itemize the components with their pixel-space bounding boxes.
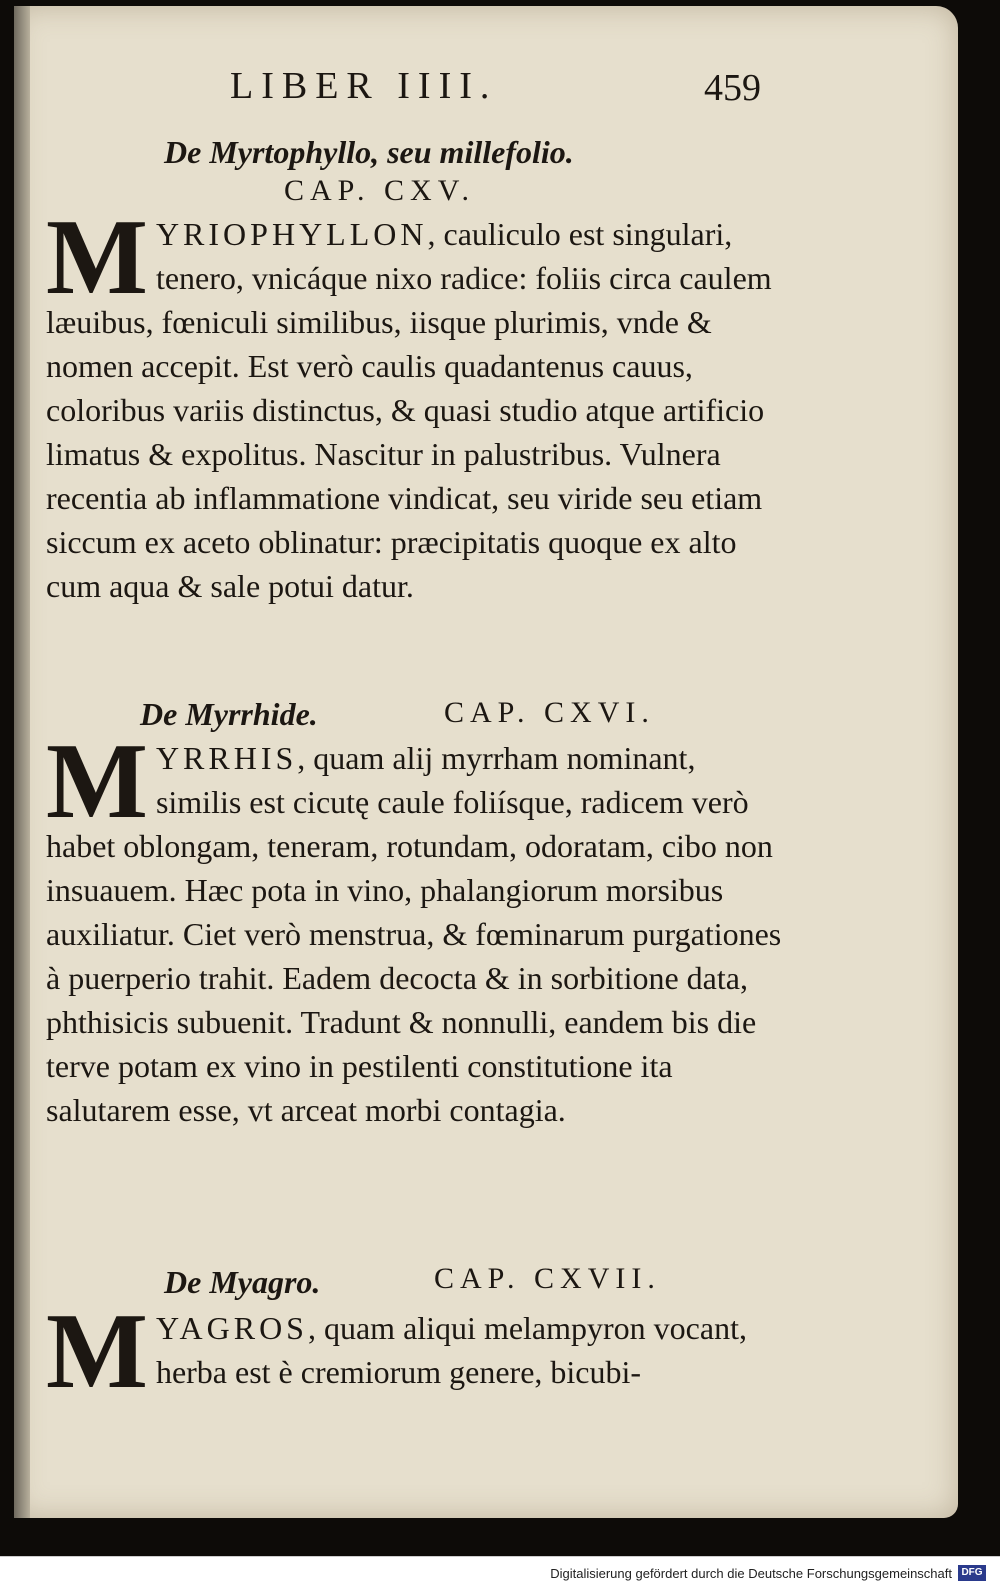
drop-capital: M [46, 1292, 148, 1411]
digitization-credit: Digitalisierung gefördert durch die Deutsche Forschungsgemeinschaft [550, 1566, 952, 1581]
lead-word: YRRHIS [155, 740, 298, 776]
lead-word: YRIOPHYLLON [155, 216, 428, 252]
paragraph-body: , quam aliqui melampyron vocant, herba est è cremiorum genere, bicubi- [155, 1310, 747, 1390]
section-title: De Myrtophyllo, seu millefolio. [164, 134, 574, 170]
drop-capital: M [46, 198, 148, 317]
page-number: 459 [704, 67, 761, 109]
book-page [14, 6, 958, 1518]
chapter-number: CAP. CXVII. [434, 1262, 661, 1295]
dfg-logo: DFG [958, 1565, 986, 1581]
page-text [14, 6, 958, 1518]
paragraph [46, 722, 786, 1132]
lead-word: YAGROS [155, 1310, 308, 1346]
paragraph [46, 198, 786, 608]
paragraph-body: , quam alij myrrham nominant, similis est cicutę caule foliísque, radicem verò habet oblongam, teneram, rotundam, odoratam, cibo non insuauem. Hæc pota in vino, phalangiorum morsibus auxiliatur. Ciet verò menstrua, & fœminarum purgationes à puerperio trahit. Eadem decocta & in sorbitione data, phthisicis subuenit. Tradunt & nonnulli, eandem bis die terve potam ex vino in pestilenti constitutione ita salutarem esse, vt arceat morbi contagia. [46, 740, 782, 1128]
paragraph [46, 1292, 786, 1411]
chapter-number: CAP. CXV. [284, 174, 476, 207]
drop-capital: M [46, 722, 148, 841]
chapter-number: CAP. CXVI. [444, 696, 655, 729]
paragraph-body: , cauliculo est singulari, tenero, vnicáque nixo radice: foliis circa caulem læuibus, fœniculi similibus, iisque plurimis, vnde & nomen accepit. Est verò caulis quadantenus cauus, coloribus variis distinctus, & quasi studio atque artificio limatus & expolitus. Nascitur in palustribus. Vulnera recentia ab inflammatione vindicat, seu viride seu etiam siccum ex aceto oblinatur: præcipitatis quoque ex alto cum aqua & sale potui datur. [46, 216, 772, 604]
section-title: De Myagro. [164, 1264, 321, 1300]
footer-bar [0, 1556, 1000, 1587]
running-head: LIBER IIII. [230, 65, 498, 107]
section-title: De Myrrhide. [140, 696, 318, 732]
